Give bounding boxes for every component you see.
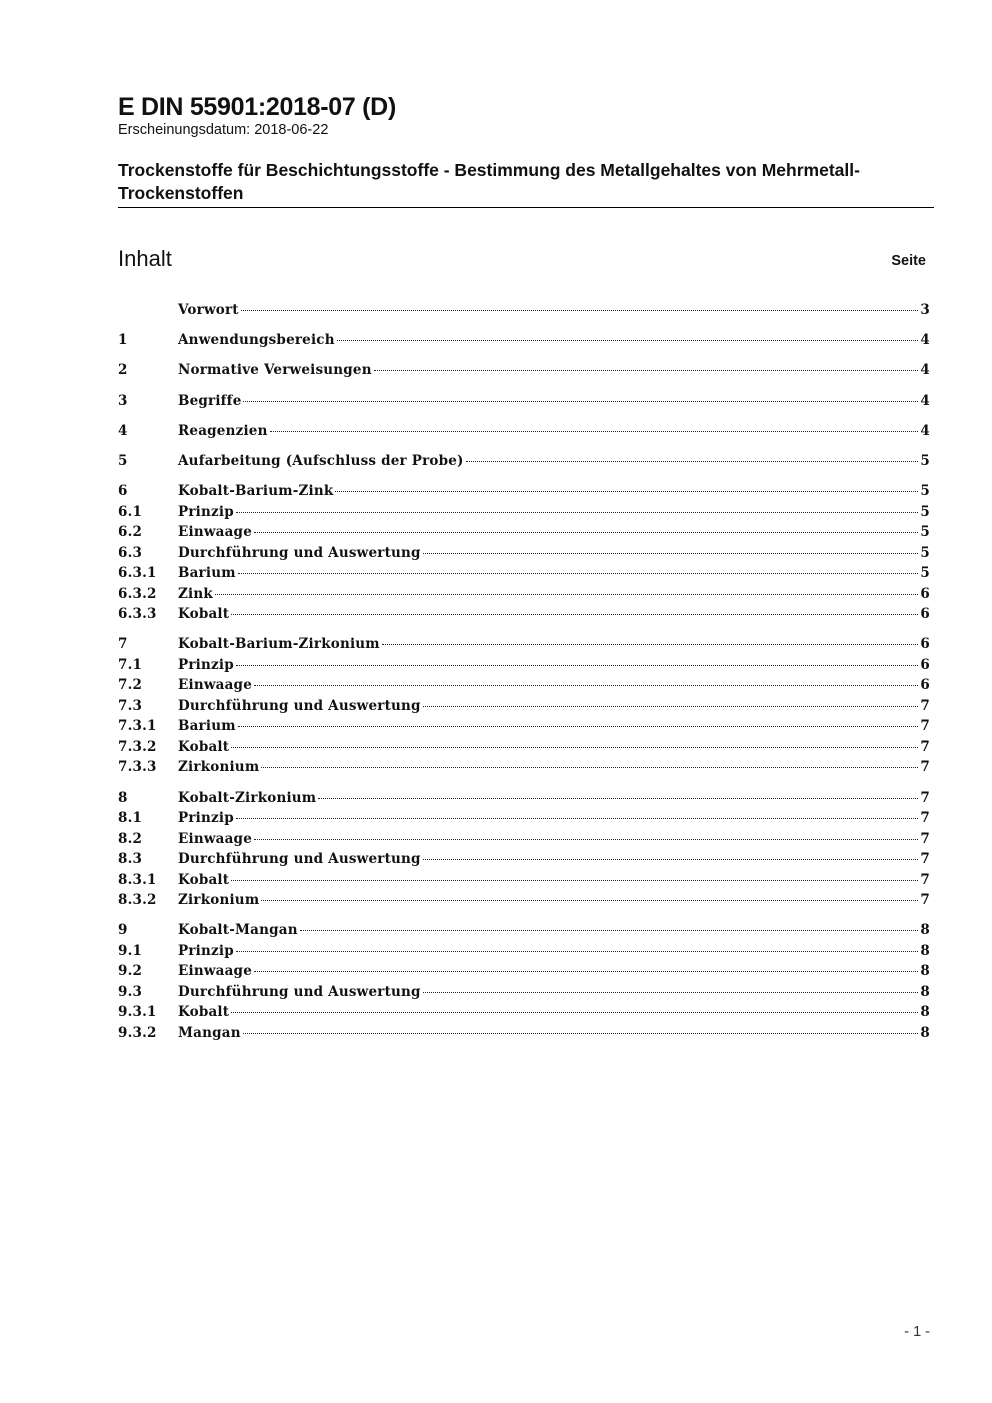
toc-entry-number: 8.1: [118, 810, 143, 826]
toc-entry-page: 7: [920, 810, 930, 826]
toc-page-label: Seite: [891, 253, 926, 269]
toc-entry-page: 6: [920, 606, 930, 623]
dot-leader: [231, 614, 918, 615]
toc-entry-number: 7.3.3: [118, 759, 157, 776]
toc-entry-label: Durchführung und Auswertung: [178, 544, 421, 561]
toc-entry-page: 5: [920, 452, 930, 469]
toc-entry-label: Zirkonium: [178, 892, 260, 908]
toc-entry[interactable]: [118, 504, 930, 525]
toc-entry[interactable]: [118, 657, 930, 678]
toc-entry-page: 6: [920, 677, 930, 694]
toc-entry-label: Einwaage: [178, 677, 252, 694]
dot-leader: [300, 930, 919, 931]
toc-entry-number: 7.3.1: [118, 718, 157, 735]
toc-entry-label: Barium: [178, 718, 236, 735]
dot-leader: [423, 859, 919, 860]
toc-entry[interactable]: [118, 1025, 930, 1046]
toc-entry-page: 7: [920, 697, 930, 714]
toc-entry-number: 3: [118, 392, 128, 409]
toc-entry-number: 8.3: [118, 851, 143, 867]
toc-entry-number: 4: [118, 422, 128, 439]
toc-entry-number: 6.3: [118, 544, 143, 561]
toc-entry-label: Zirkonium: [178, 759, 260, 776]
toc-entry-page: 8: [920, 922, 930, 939]
dot-leader: [254, 685, 918, 686]
dot-leader: [238, 573, 919, 574]
toc-entry-page: 6: [920, 656, 930, 673]
dot-leader: [243, 1033, 919, 1034]
toc-header: [118, 245, 926, 273]
toc-entry-page: 7: [920, 738, 930, 755]
toc-entry-number: 8.3.2: [118, 892, 157, 908]
toc-entry-number: 9.3.1: [118, 1004, 157, 1021]
dot-leader: [382, 644, 919, 645]
toc-entry-label: Kobalt: [178, 1004, 230, 1021]
toc-entry-label: Prinzip: [178, 656, 234, 673]
toc-entry[interactable]: [118, 922, 930, 943]
dot-leader: [231, 880, 918, 881]
toc-entry-page: 5: [920, 524, 930, 541]
toc-entry[interactable]: [118, 606, 930, 627]
toc-entry-page: 3: [920, 302, 930, 318]
toc-entry-page: 4: [920, 392, 930, 409]
toc-entry[interactable]: [118, 483, 930, 504]
toc-entry-page: 4: [920, 332, 930, 349]
dot-leader: [270, 431, 919, 432]
dot-leader: [231, 747, 918, 748]
toc-entry[interactable]: [118, 984, 930, 1005]
toc-entry-number: 7.3: [118, 697, 143, 714]
toc-entry-page: 7: [920, 718, 930, 735]
toc-entry-label: Vorwort: [178, 302, 239, 318]
toc-entry-number: 9.1: [118, 942, 143, 959]
toc-entry[interactable]: [118, 636, 930, 657]
toc-entry[interactable]: [118, 963, 930, 984]
toc-entry-page: 5: [920, 565, 930, 582]
table-of-contents: [118, 302, 930, 1045]
toc-entry-label: Prinzip: [178, 810, 234, 826]
toc-entry-number: 8: [118, 789, 128, 806]
toc-entry-label: Einwaage: [178, 830, 252, 847]
dot-leader: [238, 726, 919, 727]
toc-entry[interactable]: [118, 545, 930, 566]
toc-entry-page: 5: [920, 503, 930, 520]
toc-entry-label: Einwaage: [178, 524, 252, 541]
toc-entry-number: 9.3.2: [118, 1024, 157, 1041]
toc-entry-number: 6.3.1: [118, 565, 157, 582]
dot-leader: [231, 1012, 918, 1013]
toc-entry-number: 7.1: [118, 656, 143, 673]
dot-leader: [236, 951, 919, 952]
toc-entry-page: 7: [920, 892, 930, 908]
toc-entry[interactable]: [118, 698, 930, 719]
toc-entry-number: 7: [118, 636, 128, 653]
toc-entry-number: 1: [118, 332, 128, 349]
dot-leader: [423, 553, 919, 554]
toc-entry-page: 8: [920, 1004, 930, 1021]
toc-entry-label: Kobalt: [178, 738, 230, 755]
toc-entry-label: Durchführung und Auswertung: [178, 983, 421, 1000]
toc-entry[interactable]: [118, 892, 930, 913]
page-number: - 1 -: [904, 1324, 930, 1340]
dot-leader: [241, 310, 919, 311]
toc-entry-number: 6: [118, 483, 128, 500]
toc-entry[interactable]: [118, 362, 930, 383]
toc-entry-label: Zink: [178, 585, 213, 602]
toc-entry-label: Kobalt-Barium-Zink: [178, 483, 334, 500]
toc-entry[interactable]: [118, 831, 930, 852]
dot-leader: [318, 798, 918, 799]
dot-leader: [423, 992, 919, 993]
document-id: E DIN 55901:2018-07 (D): [118, 93, 396, 121]
toc-entry-number: 7.3.2: [118, 738, 157, 755]
toc-entry-label: Kobalt-Zirkonium: [178, 789, 317, 806]
toc-entry-label: Kobalt-Mangan: [178, 922, 298, 939]
toc-entry-label: Aufarbeitung (Aufschluss der Probe): [178, 452, 464, 469]
toc-entry[interactable]: [118, 872, 930, 893]
toc-entry-number: 6.1: [118, 503, 143, 520]
toc-entry-label: Begriffe: [178, 392, 242, 409]
dot-leader: [261, 900, 918, 901]
toc-entry-page: 6: [920, 585, 930, 602]
toc-entry-label: Prinzip: [178, 503, 234, 520]
toc-entry[interactable]: [118, 851, 930, 872]
toc-entry[interactable]: [118, 332, 930, 353]
toc-entry-label: Durchführung und Auswertung: [178, 851, 421, 867]
toc-entry-number: 6.3.3: [118, 606, 157, 623]
toc-entry-number: 6.3.2: [118, 585, 157, 602]
dot-leader: [423, 706, 919, 707]
toc-entry-page: 7: [920, 851, 930, 867]
toc-entry-label: Kobalt: [178, 871, 230, 888]
toc-entry[interactable]: [118, 453, 930, 474]
dot-leader: [374, 370, 919, 371]
toc-entry-label: Kobalt-Barium-Zirkonium: [178, 636, 380, 653]
toc-entry-page: 6: [920, 636, 930, 653]
toc-entry[interactable]: [118, 524, 930, 545]
toc-entry-page: 7: [920, 789, 930, 806]
toc-entry-label: Reagenzien: [178, 422, 268, 439]
dot-leader: [335, 491, 918, 492]
dot-leader: [254, 532, 918, 533]
toc-entry-label: Normative Verweisungen: [178, 362, 372, 379]
toc-entry-label: Einwaage: [178, 963, 252, 980]
toc-entry[interactable]: [118, 677, 930, 698]
toc-entry-number: 2: [118, 362, 128, 379]
dot-leader: [466, 461, 919, 462]
toc-entry-page: 4: [920, 422, 930, 439]
toc-entry-number: 8.3.1: [118, 871, 157, 888]
toc-entry-number: 8.2: [118, 830, 143, 847]
dot-leader: [261, 767, 918, 768]
toc-entry-label: Prinzip: [178, 942, 234, 959]
publication-date: Erscheinungsdatum: 2018-06-22: [118, 122, 329, 138]
toc-entry-number: 9.2: [118, 963, 143, 980]
toc-entry[interactable]: [118, 302, 930, 323]
document-title: Trockenstoffe für Beschichtungsstoffe - Bestimmung des Metallgehaltes von Mehrmetall-Trockenstoffen: [118, 159, 934, 208]
dot-leader: [236, 512, 919, 513]
toc-entry[interactable]: [118, 393, 930, 414]
toc-entry[interactable]: [118, 565, 930, 586]
toc-entry-number: 6.2: [118, 524, 143, 541]
toc-entry-page: 7: [920, 830, 930, 847]
toc-entry-page: 5: [920, 483, 930, 500]
toc-entry-page: 5: [920, 544, 930, 561]
toc-entry[interactable]: [118, 1004, 930, 1025]
toc-entry-label: Anwendungsbereich: [178, 332, 335, 349]
toc-entry[interactable]: [118, 943, 930, 964]
dot-leader: [215, 594, 918, 595]
toc-entry-page: 8: [920, 1024, 930, 1041]
toc-entry-label: Barium: [178, 565, 236, 582]
toc-entry-number: 9.3: [118, 983, 143, 1000]
dot-leader: [254, 839, 918, 840]
toc-entry-label: Durchführung und Auswertung: [178, 697, 421, 714]
toc-entry-label: Mangan: [178, 1024, 241, 1041]
toc-entry-page: 7: [920, 759, 930, 776]
toc-entry-label: Kobalt: [178, 606, 230, 623]
toc-entry-page: 8: [920, 963, 930, 980]
dot-leader: [243, 401, 918, 402]
toc-entry-number: 5: [118, 452, 128, 469]
toc-entry-number: 7.2: [118, 677, 143, 694]
toc-entry-page: 8: [920, 983, 930, 1000]
toc-entry[interactable]: [118, 790, 930, 811]
toc-entry[interactable]: [118, 759, 930, 780]
document-header: [118, 92, 934, 208]
dot-leader: [254, 971, 918, 972]
toc-entry-page: 7: [920, 871, 930, 888]
toc-entry[interactable]: [118, 810, 930, 831]
toc-entry-page: 8: [920, 942, 930, 959]
toc-entry[interactable]: [118, 739, 930, 760]
toc-entry[interactable]: [118, 718, 930, 739]
dot-leader: [236, 818, 919, 819]
toc-entry-page: 4: [920, 362, 930, 379]
toc-entry[interactable]: [118, 423, 930, 444]
toc-heading: Inhalt: [118, 246, 172, 271]
toc-entry-number: 9: [118, 922, 128, 939]
dot-leader: [337, 340, 919, 341]
toc-entry[interactable]: [118, 586, 930, 607]
dot-leader: [236, 665, 919, 666]
